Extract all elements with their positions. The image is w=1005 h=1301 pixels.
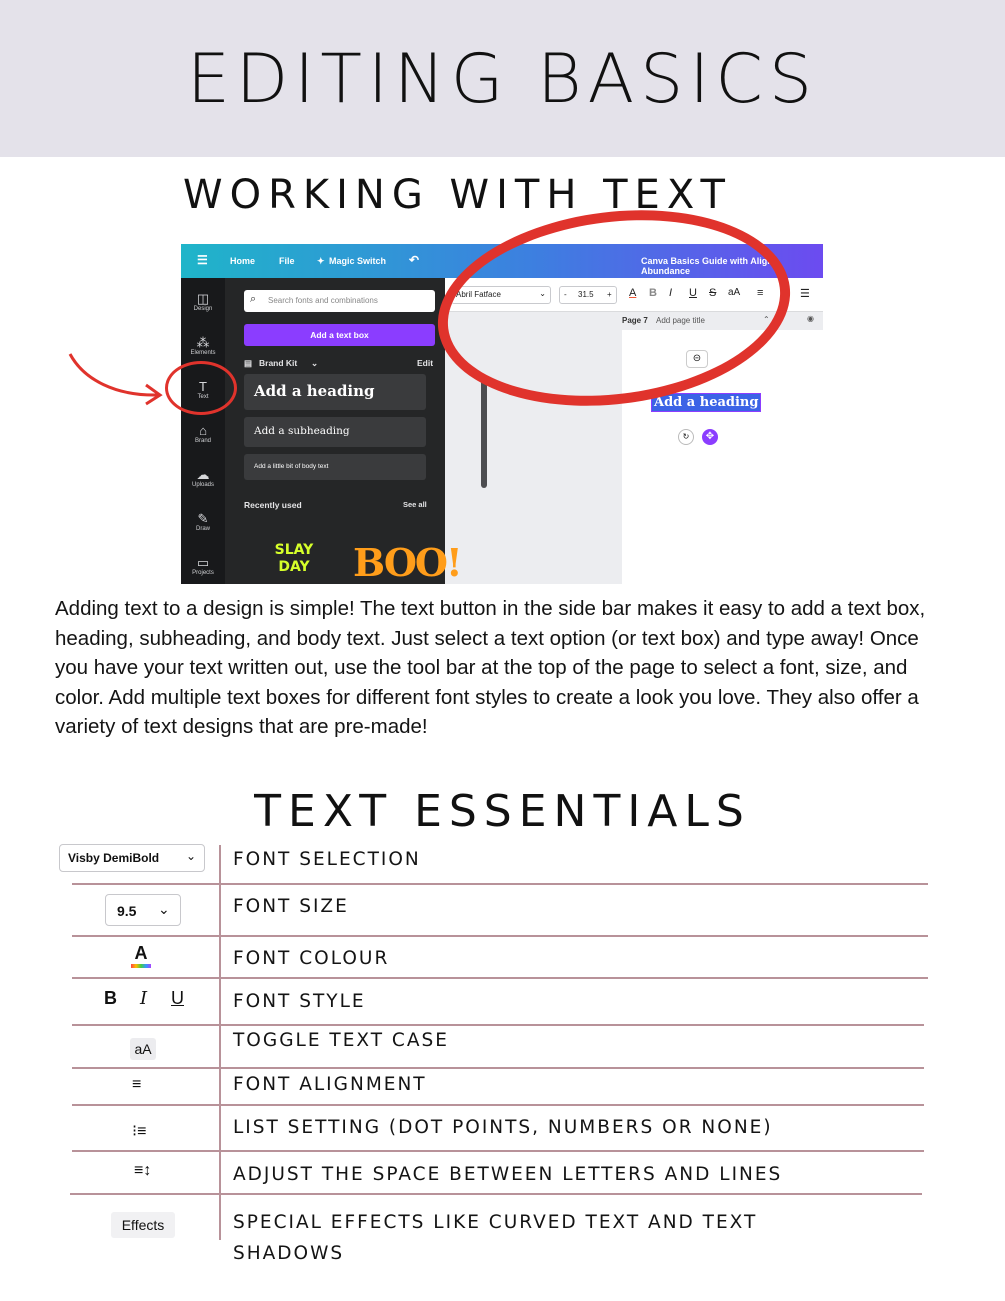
text-panel — [225, 278, 445, 584]
rail-item-uploads[interactable]: ☁ Uploads — [181, 468, 225, 488]
canvas-heading-selected[interactable]: Add a heading — [651, 393, 761, 412]
font-size-value[interactable]: 31.5 — [578, 290, 594, 299]
rail-item-elements[interactable]: ⁂ Elements — [181, 336, 225, 356]
row-rule — [72, 935, 928, 937]
decrease-size-button[interactable]: - — [564, 290, 567, 299]
page-bar: Page 7 Add page title ⌃ ◉ — [622, 314, 814, 325]
label-special-effects-cont: SHADOWS — [233, 1243, 345, 1264]
chevron-down-icon: ⌄ — [539, 289, 546, 298]
font-search-input[interactable]: ⌕ Search fonts and combinations — [244, 290, 435, 312]
brand-kit-dropdown[interactable]: Brand Kit — [259, 358, 298, 368]
row-rule — [72, 883, 928, 885]
page-title: EDITING BASICS — [186, 40, 819, 119]
font-selection-sample: Visby DemiBold ⌄ — [59, 844, 205, 872]
menu-icon[interactable]: ☰ — [197, 253, 208, 267]
underline-icon[interactable]: U — [689, 287, 697, 299]
search-icon: ⌕ — [250, 293, 257, 305]
page-title-input[interactable]: Add page title — [656, 316, 705, 325]
link-icon[interactable]: ⊝ — [686, 350, 708, 368]
spacing-icon: ≡↕ — [134, 1162, 152, 1179]
text-icon: T — [199, 379, 207, 394]
draw-icon: ✎ — [197, 511, 209, 526]
add-text-box-button[interactable]: Add a text box — [244, 324, 435, 346]
font-style-icons — [104, 988, 194, 1012]
row-rule — [72, 1067, 924, 1069]
rail-item-draw[interactable]: ✎ Draw — [181, 512, 225, 532]
spacing-icon[interactable]: ☰ — [800, 288, 810, 300]
align-icon[interactable]: ≡ — [757, 287, 764, 299]
file-menu[interactable]: File — [279, 256, 295, 266]
title-banner — [0, 0, 1005, 157]
elements-icon: ⁂ — [196, 335, 210, 350]
row-rule — [72, 1024, 924, 1026]
label-font-size: FONT SIZE — [233, 896, 349, 917]
italic-icon[interactable]: I — [669, 287, 673, 299]
intro-paragraph: Adding text to a design is simple! The text button in the side bar makes it easy to add a text box, heading, subheading, and body text. Just select a text option (or text box) and type away! Once you have your text written out, use the tool bar at the top of the page to select a font, size, and color. Add multiple text boxes for different font styles to create a look you love. They also offer a variety of text designs that are pre-made! — [55, 597, 926, 738]
section-title-working-with-text: WORKING WITH TEXT — [183, 172, 732, 218]
boo-sample[interactable]: BOO! — [353, 540, 461, 584]
label-font-style: FONT STYLE — [233, 991, 366, 1012]
rail-item-text[interactable]: T Text — [181, 380, 225, 400]
panel-scrollbar[interactable] — [481, 378, 487, 488]
undo-icon[interactable]: ↶ — [409, 253, 420, 267]
italic-icon: I — [140, 988, 148, 1009]
section-title-text-essentials: TEXT ESSENTIALS — [254, 786, 751, 837]
text-case-icon: aA — [130, 1038, 156, 1060]
rail-item-design[interactable]: ◫ Design — [181, 292, 225, 312]
strikethrough-icon[interactable]: S — [709, 287, 717, 299]
design-icon: ◫ — [196, 291, 210, 306]
label-font-selection: FONT SELECTION — [233, 849, 421, 870]
font-family-select[interactable]: Abril Fatface ⌄ — [451, 286, 551, 304]
row-rule — [72, 977, 928, 979]
row-rule — [70, 1193, 922, 1195]
label-spacing: ADJUST THE SPACE BETWEEN LETTERS AND LINES — [233, 1164, 783, 1185]
side-rail — [181, 278, 225, 584]
add-heading-tile[interactable]: Add a heading — [244, 374, 426, 410]
font-colour-icon: A — [131, 943, 151, 969]
underline-icon: U — [171, 988, 184, 1008]
table-divider — [219, 845, 221, 1240]
bold-icon: B — [104, 988, 117, 1008]
effects-button-sample: Effects — [111, 1212, 175, 1238]
brand-kit-icon: ▤ — [244, 358, 253, 368]
add-subheading-tile[interactable]: Add a subheading — [244, 417, 426, 447]
chevron-down-icon: ⌄ — [311, 358, 319, 368]
label-toggle-text-case: TOGGLE TEXT CASE — [233, 1030, 449, 1051]
align-left-icon: ≡ — [132, 1076, 142, 1093]
home-link[interactable]: Home — [230, 256, 256, 266]
bold-icon[interactable]: B — [649, 287, 657, 299]
rotate-icon[interactable]: ↻ — [678, 429, 694, 445]
text-button-highlight-circle — [165, 361, 237, 415]
move-icon[interactable]: ✥ — [702, 429, 718, 445]
add-body-text-tile[interactable]: Add a little bit of body text — [244, 454, 426, 480]
label-special-effects: SPECIAL EFFECTS LIKE CURVED TEXT AND TEXT — [233, 1212, 758, 1233]
label-font-alignment: FONT ALIGNMENT — [233, 1074, 427, 1095]
rail-item-projects[interactable]: ▭ Projects — [181, 556, 225, 576]
row-rule — [72, 1104, 924, 1106]
brand-icon: ⌂ — [199, 423, 207, 438]
label-list-setting: LIST SETTING (DOT POINTS, NUMBERS OR NONE) — [233, 1117, 773, 1138]
label-font-colour: FONT COLOUR — [233, 948, 390, 969]
font-size-sample: 9.5 ⌄ — [105, 894, 181, 926]
brand-kit-edit-link[interactable]: Edit — [417, 358, 434, 368]
chevron-down-icon: ⌄ — [185, 849, 196, 863]
hide-icon[interactable]: ◉ — [807, 314, 814, 323]
see-all-link[interactable]: See all — [403, 500, 427, 509]
document-title: Canva Basics Guide with Align Abundance — [641, 256, 773, 276]
red-arrow-icon — [66, 350, 166, 410]
magic-switch-icon: ✦ — [317, 256, 325, 266]
slay-day-sample[interactable]: SLAY DAY — [274, 542, 314, 575]
projects-icon: ▭ — [196, 555, 210, 570]
increase-size-button[interactable]: + — [607, 290, 612, 299]
uploads-icon: ☁ — [196, 467, 210, 482]
rail-item-brand[interactable]: ⌂ Brand — [181, 424, 225, 444]
text-color-icon[interactable]: A — [629, 287, 637, 299]
magic-switch-button[interactable]: Magic Switch — [329, 256, 387, 266]
recently-used-heading: Recently used — [244, 500, 302, 510]
row-rule — [72, 1150, 924, 1152]
chevron-down-icon: ⌄ — [158, 901, 170, 917]
chevron-up-icon[interactable]: ⌃ — [763, 315, 770, 324]
text-case-icon[interactable]: aA — [728, 287, 741, 298]
bullet-list-icon: ⁝≡ — [132, 1123, 147, 1140]
